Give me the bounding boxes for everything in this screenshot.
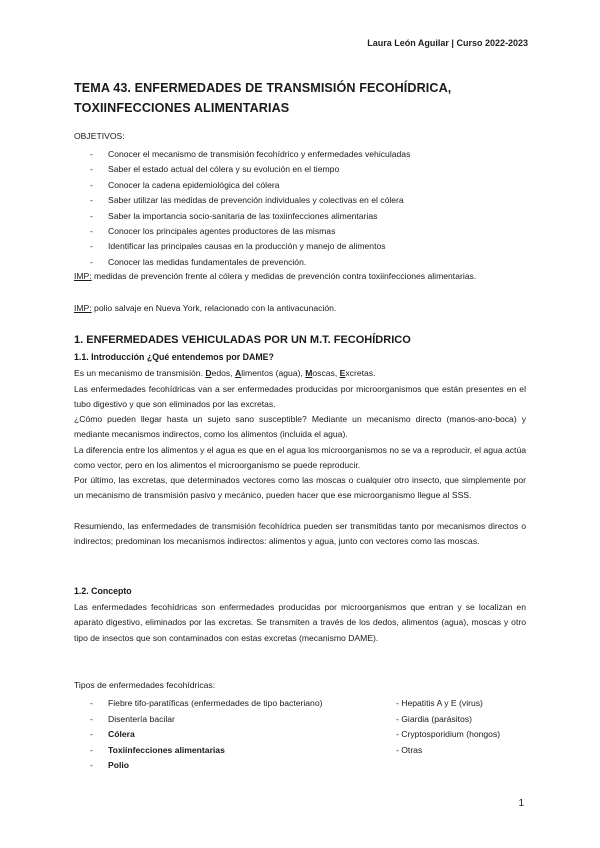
paragraph-1: Las enfermedades fecohídricas van a ser enfermedades producidas por microorganismos que están presentes en el tubo digestivo y que son eliminados por las excretas. [74, 384, 526, 410]
objective-item: - Saber el estado actual del cólera y su evolución en el tiempo [90, 164, 340, 175]
paragraph-6: Las enfermedades fecohídricas son enfermedades producidas por microorganismos que entran y se localizan en aparato digestivo, eliminados por las excretas. Se transmiten a través de los dedos, alimentos (agua), moscas y otro tipo de insectos que son contaminados con estas excretas (mecanismo DAME). [74, 602, 526, 643]
type-item: - Cólera [90, 729, 135, 740]
objective-item: - Conocer las medidas fundamentales de prevención. [90, 256, 307, 267]
dame-definition: Es un mecanismo de transmisión. Dedos, Alimentos (agua), Moscas, Excretas. [74, 368, 376, 378]
subsection-1-1-title: 1.1. Introducción ¿Qué entendemos por DAME? [74, 352, 274, 362]
document-title [74, 78, 544, 118]
types-heading: Tipos de enfermedades fecohídricas: [74, 680, 216, 690]
objective-item: - Conocer los principales agentes productores de las mismas [90, 225, 336, 236]
page-header: Laura León Aguilar | Curso 2022-2023 [367, 38, 528, 48]
objective-item: - Saber la importancia socio-sanitaria de las toxiinfecciones alimentarias [90, 210, 378, 221]
objectives-list [90, 147, 410, 270]
title-line-1: TEMA 43. ENFERMEDADES DE TRANSMISIÓN FECOHÍDRICA, [74, 81, 452, 95]
type-item: - Disentería bacilar [90, 713, 175, 724]
type-item: - Polio [90, 760, 130, 771]
type-item: - Hepatitis A y E (virus) [396, 698, 483, 708]
objective-item: - Saber utilizar las medidas de prevención individuales y colectivas en el cólera [90, 195, 404, 206]
paragraph-5: Resumiendo, las enfermedades de transmisión fecohídrica pueden ser transmitidas tanto por mecanismos directos o indirectos; predominan los mecanismos indirectos: alimentos y agua, junto con vectores como las moscas. [74, 521, 526, 547]
imp-note-1: IMP: medidas de prevención frente al cólera y medidas de prevención contra toxiinfecciones alimentarias. [74, 271, 477, 281]
objective-item: - Identificar las principales causas en la producción y manejo de alimentos [90, 241, 386, 252]
section-1-title: 1. ENFERMEDADES VEHICULADAS POR UN M.T. FECOHÍDRICO [74, 334, 411, 346]
title-line-2: TOXIINFECCIONES ALIMENTARIAS [74, 101, 290, 115]
paragraph-2: ¿Cómo pueden llegar hasta un sujeto sano susceptible? Mediante un mecanismo directo (manos-ano-boca) y mediante mecanismos indirectos, como los alimentos (incluida el agua). [74, 414, 526, 440]
type-item: - Toxiinfecciones alimentarias [90, 744, 225, 755]
paragraph-4: Por último, las excretas, que determinados vectores como las moscas o cualquier otro insecto, que simplemente por un mecanismo de transmisión pasivo y mecánico, pueden hacer que ese microorganismo llegue al SSS. [74, 475, 526, 501]
type-item: - Giardia (parásitos) [396, 713, 472, 724]
objective-item: - Conocer la cadena epidemiológica del cólera [90, 179, 280, 190]
types-list-right [396, 696, 500, 758]
objective-item: - Conocer el mecanismo de transmisión fecohídrico y enfermedades vehiculadas [90, 149, 411, 159]
subsection-1-2-title: 1.2. Concepto [74, 586, 132, 596]
type-item: - Cryptosporidium (hongos) [396, 729, 501, 740]
type-item: - Fiebre tifo-paratíficas (enfermedades de tipo bacteriano) [90, 698, 323, 708]
imp-note-2: IMP: polio salvaje en Nueva York, relacionado con la antivacunación. [74, 303, 337, 313]
page-number: 1 [518, 798, 524, 809]
type-item: - Otras [396, 744, 423, 755]
paragraph-3: La diferencia entre los alimentos y el agua es que en el agua los microorganismos no se va a reproducir, el agua actúa como vector, pero en los alimentos el microorganismo se puede reproducir. [74, 445, 526, 471]
types-list-left [90, 696, 322, 774]
objectives-heading: OBJETIVOS: [74, 131, 125, 141]
